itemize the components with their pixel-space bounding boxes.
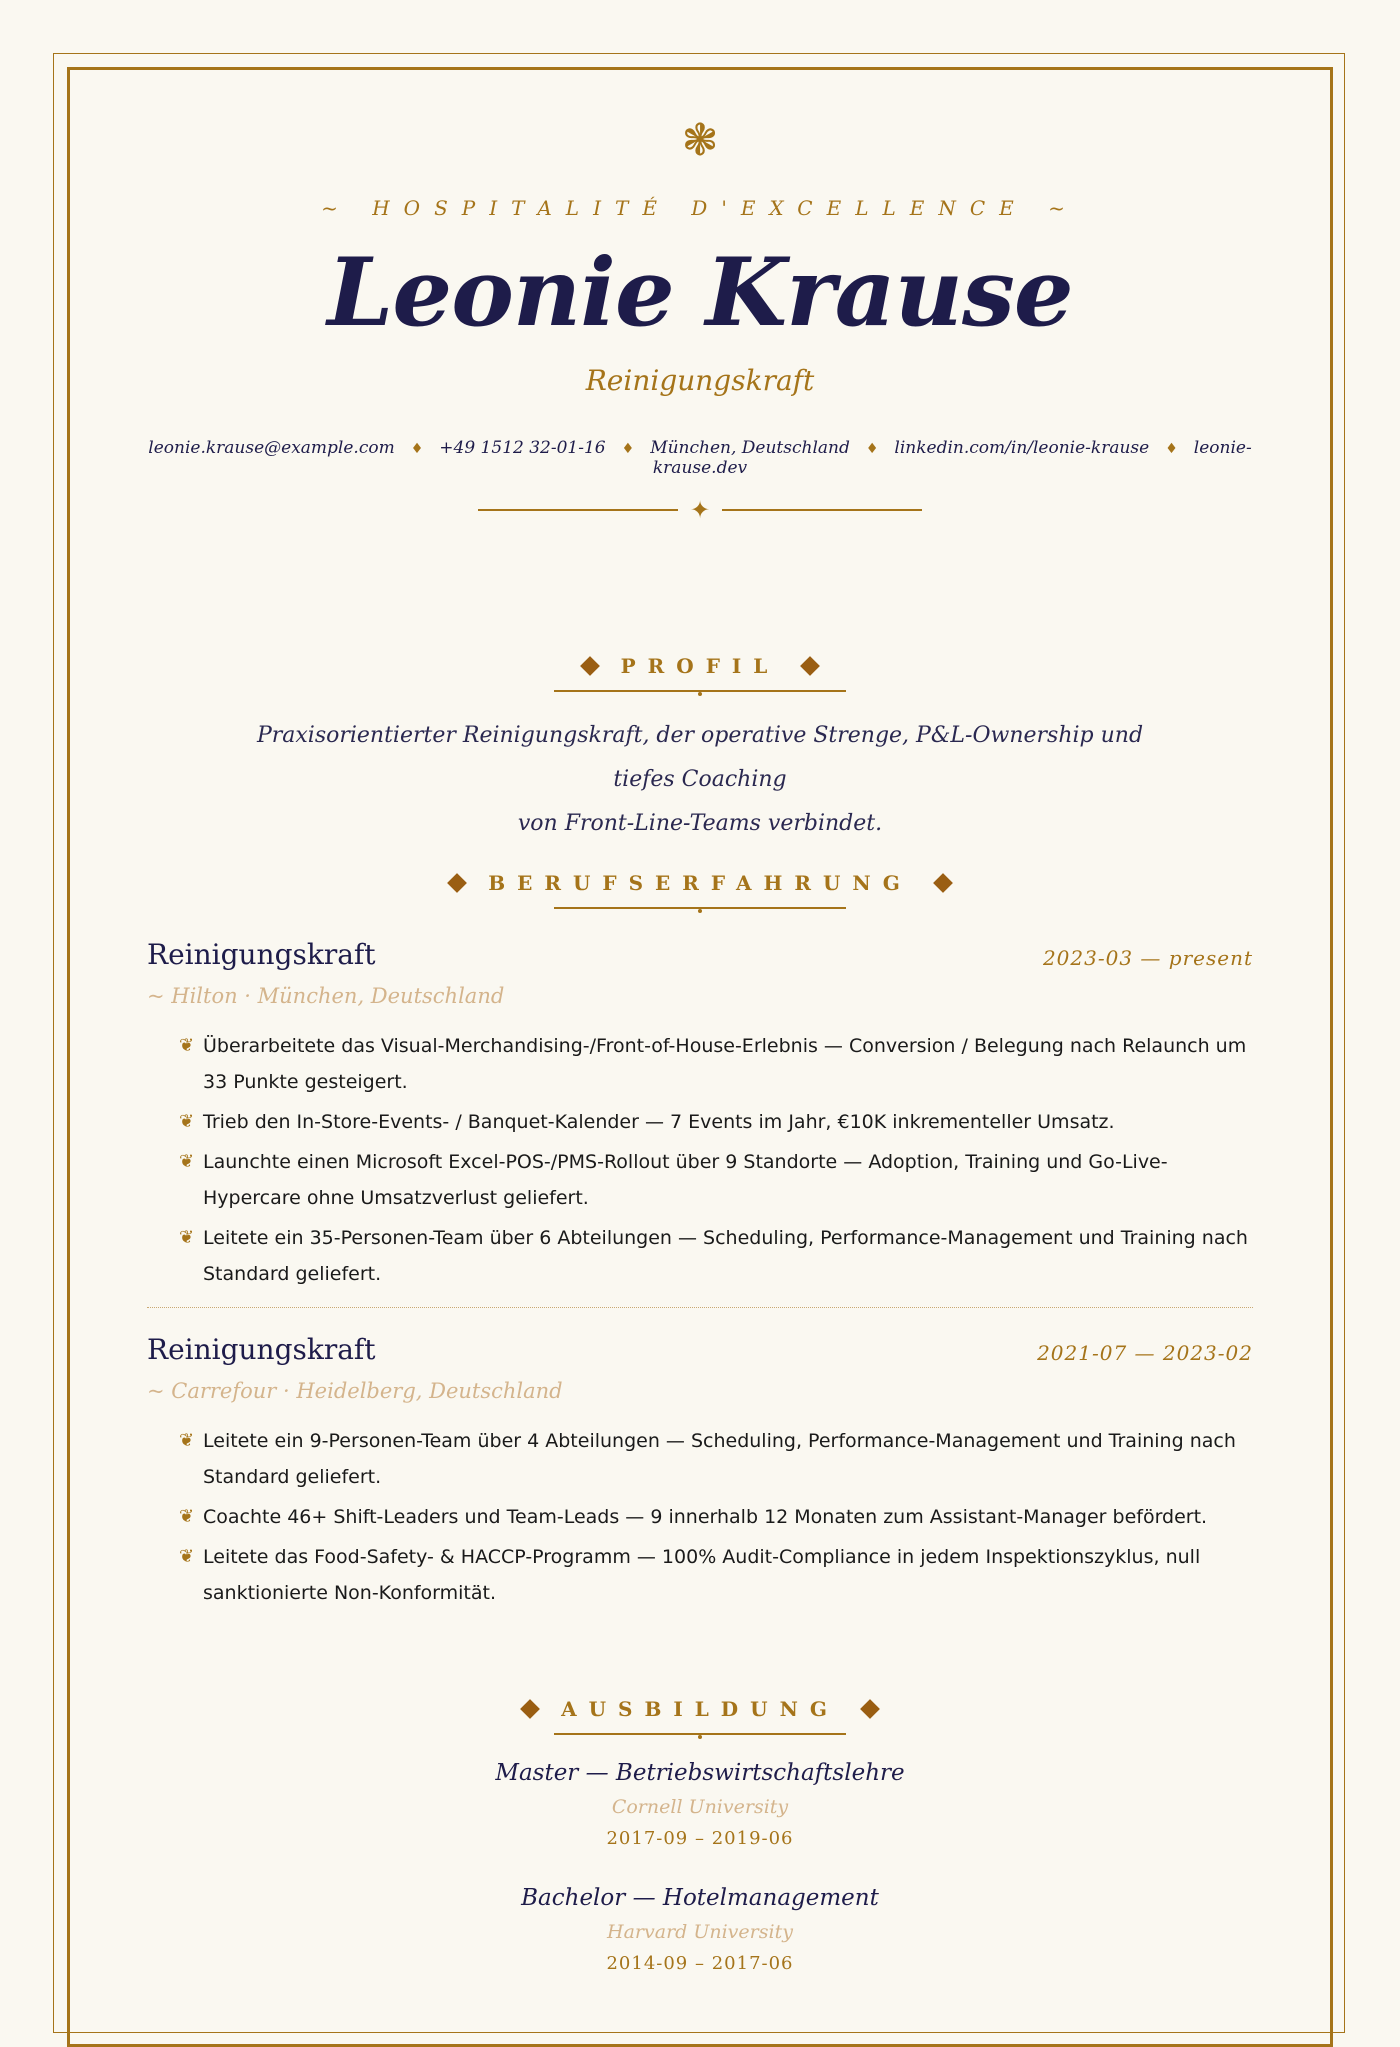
edu-dates: 2014-09 – 2017-06	[606, 1953, 794, 1974]
profile-line: Praxisorientierter Reinigungskraft, der operative Strenge, P&L-Ownership und tiefes Coaching	[256, 723, 1144, 792]
education-entry	[147, 1885, 1253, 1974]
job-company: ~ Carrefour · Heidelberg, Deutschland	[147, 1379, 563, 1403]
education-entry	[147, 1760, 1253, 1849]
divider-line-left	[478, 509, 678, 511]
tagline: ~ HOSPITALITÉ D'EXCELLENCE ~	[321, 196, 1079, 220]
diamond-separator-icon: ♦	[865, 441, 879, 457]
diamond-icon	[580, 656, 600, 676]
contact-email[interactable]: leonie.krause@example.com	[148, 438, 395, 458]
candidate-role: Reinigungskraft	[585, 364, 815, 397]
edu-degree: Bachelor — Hotelmanagement	[521, 1885, 879, 1911]
contact-phone[interactable]: +49 1512 32-01-16	[439, 438, 606, 458]
section-title: AUSBILDUNG	[561, 1697, 839, 1721]
profile-summary	[247, 714, 1153, 846]
profile-line: von Front-Line-Teams verbindet.	[517, 811, 883, 836]
edu-dates: 2017-09 – 2019-06	[606, 1828, 794, 1849]
section-underline	[554, 690, 846, 692]
list-item: ❦ Leitete ein 9-Personen-Team über 4 Abteilungen — Scheduling, Performance-Management und Training nach Standard geliefert.	[179, 1423, 1249, 1495]
list-item: ❦ Launchte einen Microsoft Excel-POS-/PMS-Rollout über 9 Standorte — Adoption, Training und Go-Live-Hypercare ohne Umsatzverlust geliefert.	[179, 1144, 1249, 1216]
job-bullets	[179, 1423, 1249, 1615]
section-heading-profile	[147, 654, 1253, 692]
job-title: Reinigungskraft	[147, 938, 376, 971]
job-bullets	[179, 1028, 1249, 1296]
resume-page	[147, 0, 1253, 1980]
contact-linkedin[interactable]: linkedin.com/in/leonie-krause	[894, 438, 1150, 458]
section-title: PROFIL	[620, 654, 780, 678]
list-item: ❦ Leitete ein 35-Personen-Team über 6 Abteilungen — Scheduling, Performance-Management und Training nach Standard geliefert.	[179, 1220, 1249, 1292]
list-item: ❦ Coachte 46+ Shift-Leaders und Team-Leads — 9 innerhalb 12 Monaten zum Assistant-Manager befördert.	[179, 1499, 1249, 1535]
diamond-icon	[447, 873, 467, 893]
contact-location: München, Deutschland	[650, 438, 850, 458]
diamond-icon	[800, 656, 820, 676]
contact-website[interactable]: leonie-krause.dev	[652, 438, 1252, 478]
section-heading-education	[147, 1697, 1253, 1735]
job-divider	[147, 1307, 1253, 1308]
header-divider	[147, 496, 1253, 524]
job-title: Reinigungskraft	[147, 1333, 376, 1366]
divider-line-right	[722, 509, 922, 511]
list-item: ❦ Überarbeitete das Visual-Merchandising-/Front-of-House-Erlebnis — Conversion / Belegung nach Relaunch um 33 Punkte gesteigert.	[179, 1028, 1249, 1100]
diamond-separator-icon: ♦	[621, 441, 635, 457]
diamond-icon	[520, 1699, 540, 1719]
list-item: ❦ Leitete das Food-Safety- & HACCP-Programm — 100% Audit-Compliance in jedem Inspektionszyklus, null sanktionierte Non-Konformität.	[179, 1539, 1249, 1611]
list-item: ❦ Trieb den In-Store-Events- / Banquet-Kalender — 7 Events im Jahr, €10K inkrementeller Umsatz.	[179, 1104, 1249, 1140]
section-heading-experience	[147, 871, 1253, 909]
flower-ornament-icon: ❃	[681, 115, 719, 166]
diamond-separator-icon: ♦	[410, 441, 424, 457]
contact-line	[147, 438, 1253, 478]
section-title: BERUFSERFAHRUNG	[488, 871, 912, 895]
candidate-name: Leonie Krause	[327, 238, 1073, 348]
section-underline	[554, 907, 846, 909]
star-icon: ✦	[689, 496, 711, 524]
diamond-icon	[933, 873, 953, 893]
job-dates: 2021-07 — 2023-02	[1037, 1341, 1253, 1365]
diamond-icon	[860, 1699, 880, 1719]
section-underline	[554, 1733, 846, 1735]
edu-school: Cornell University	[611, 1796, 789, 1818]
job-dates: 2023-03 — present	[1042, 946, 1253, 970]
diamond-separator-icon: ♦	[1165, 441, 1178, 457]
job-company: ~ Hilton · München, Deutschland	[147, 984, 505, 1008]
edu-degree: Master — Betriebswirtschaftslehre	[495, 1760, 905, 1786]
edu-school: Harvard University	[607, 1921, 793, 1943]
